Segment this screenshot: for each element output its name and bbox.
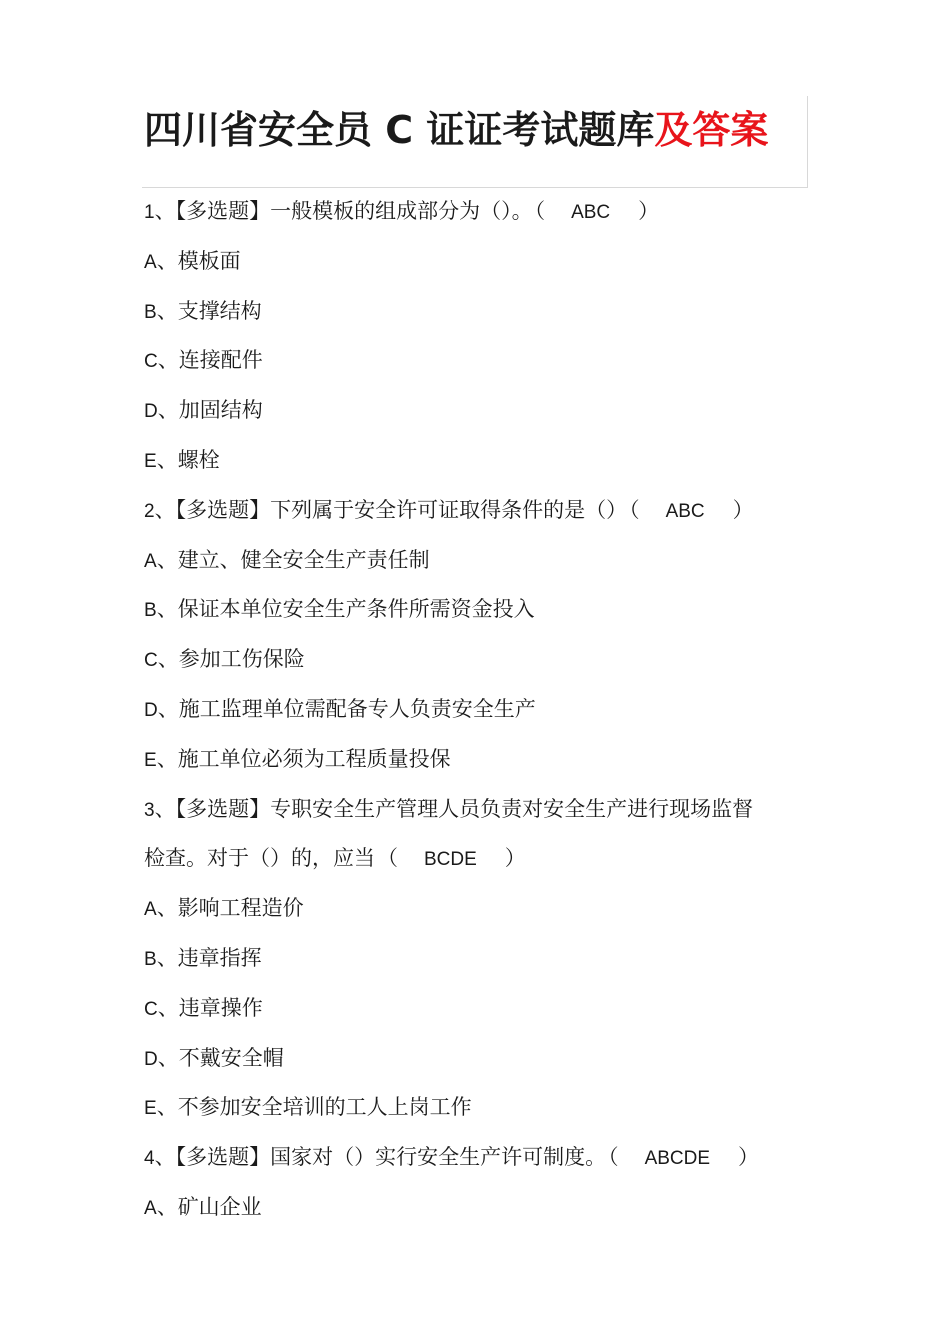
option-letter: C [144, 351, 158, 373]
option-letter: E [144, 450, 157, 472]
option-text: 违章指挥 [177, 945, 262, 970]
option-text: 施工单位必须为工程质量投保 [177, 746, 451, 771]
option-letter: A [144, 550, 157, 572]
answer-key: ABC [571, 202, 611, 223]
option-text: 加固结构 [178, 398, 263, 423]
question-text: 专职安全生产管理人员负责对安全生产进行现场监督 [270, 796, 754, 821]
option-separator: 、 [156, 547, 178, 572]
page-title [144, 106, 768, 154]
option-item [144, 291, 824, 341]
question-number: 2 [144, 500, 155, 522]
option-text: 建立、健全安全生产责任制 [177, 547, 430, 572]
answer-paren-close: ） [738, 1145, 760, 1170]
option-item [144, 988, 824, 1038]
title-main: 四川省安全员 C 证证考试题库 [144, 108, 655, 152]
option-separator: 、 [156, 1194, 178, 1219]
option-item [144, 390, 824, 440]
option-text: 支撑结构 [177, 298, 262, 323]
option-letter: D [144, 699, 158, 721]
option-text: 施工监理单位需配备专人负责安全生产 [178, 696, 536, 721]
answer-paren-open: （ [377, 846, 398, 871]
option-letter: A [144, 1197, 157, 1219]
question-text: 国家对（）实行安全生产许可制度。 [270, 1145, 607, 1170]
option-item [144, 540, 824, 590]
option-letter: A [144, 899, 157, 921]
question-separator: 、 [154, 1145, 176, 1170]
option-letter: E [144, 1098, 157, 1120]
option-item [144, 888, 824, 938]
option-item [144, 440, 824, 490]
option-separator: 、 [156, 597, 178, 622]
option-separator: 、 [157, 647, 179, 672]
option-separator: 、 [157, 995, 179, 1020]
option-text: 不戴安全帽 [178, 1045, 284, 1070]
question-stem [144, 191, 824, 241]
option-item [144, 1187, 824, 1237]
option-separator: 、 [156, 1095, 178, 1120]
option-text: 违章操作 [178, 995, 263, 1020]
question-text-continued: 检查。对于（）的，应当 [144, 846, 375, 871]
question-text: 下列属于安全许可证取得条件的是（） [270, 497, 628, 522]
question-stem [144, 490, 824, 540]
question-type-tag: 【多选题】 [175, 1145, 271, 1170]
question-type-tag: 【多选题】 [175, 497, 271, 522]
option-text: 影响工程造价 [177, 896, 304, 921]
option-item [144, 739, 824, 789]
question-number: 1 [144, 202, 155, 223]
option-separator: 、 [157, 348, 179, 373]
option-item [144, 938, 824, 988]
question-separator: 、 [154, 199, 176, 223]
option-letter: C [144, 998, 158, 1020]
answer-paren-open: （ [629, 497, 640, 522]
option-text: 矿山企业 [177, 1194, 262, 1219]
option-separator: 、 [157, 398, 179, 423]
question-stem [144, 1137, 824, 1187]
question-number: 4 [144, 1148, 155, 1170]
answer-key: ABCDE [644, 1148, 711, 1170]
question-stem-continued [144, 838, 824, 888]
option-letter: D [144, 1048, 158, 1070]
option-text: 模板面 [177, 248, 241, 273]
option-text: 不参加安全培训的工人上岗工作 [177, 1095, 472, 1120]
option-letter: B [144, 948, 157, 970]
option-text: 保证本单位安全生产条件所需资金投入 [177, 597, 535, 622]
option-separator: 、 [156, 248, 178, 273]
option-separator: 、 [156, 945, 178, 970]
question-text: 一般模板的组成部分为（）。 [270, 199, 533, 223]
option-item [144, 639, 824, 689]
question-stem [144, 789, 824, 839]
answer-paren-close: ） [504, 846, 526, 871]
option-letter: A [144, 251, 157, 273]
option-separator: 、 [156, 298, 178, 323]
question-type-tag: 【多选题】 [175, 199, 271, 223]
option-item [144, 689, 824, 739]
option-item [144, 1038, 824, 1088]
option-item [144, 1087, 824, 1137]
option-text: 连接配件 [178, 348, 263, 373]
title-highlight: 及答案 [654, 108, 769, 152]
option-letter: D [144, 401, 158, 423]
option-letter: B [144, 600, 157, 622]
answer-paren-open: （ [534, 199, 546, 223]
option-text: 螺栓 [177, 447, 220, 472]
option-item [144, 589, 824, 639]
answer-paren-open: （ [608, 1145, 619, 1170]
option-separator: 、 [157, 1045, 179, 1070]
option-separator: 、 [156, 447, 178, 472]
answer-paren-close: ） [732, 497, 754, 522]
option-letter: C [144, 650, 158, 672]
answer-key: ABC [665, 500, 705, 522]
question-separator: 、 [154, 796, 176, 821]
option-item [144, 241, 824, 291]
option-letter: B [144, 301, 157, 323]
option-item [144, 340, 824, 390]
answer-paren-close: ） [638, 199, 660, 223]
option-separator: 、 [157, 696, 179, 721]
question-separator: 、 [154, 497, 176, 522]
question-number: 3 [144, 799, 155, 821]
option-separator: 、 [156, 746, 178, 771]
option-text: 参加工伤保险 [178, 647, 305, 672]
question-list [144, 191, 824, 1237]
option-letter: E [144, 749, 157, 771]
answer-key: BCDE [424, 849, 477, 871]
option-separator: 、 [156, 896, 178, 921]
question-type-tag: 【多选题】 [175, 796, 271, 821]
